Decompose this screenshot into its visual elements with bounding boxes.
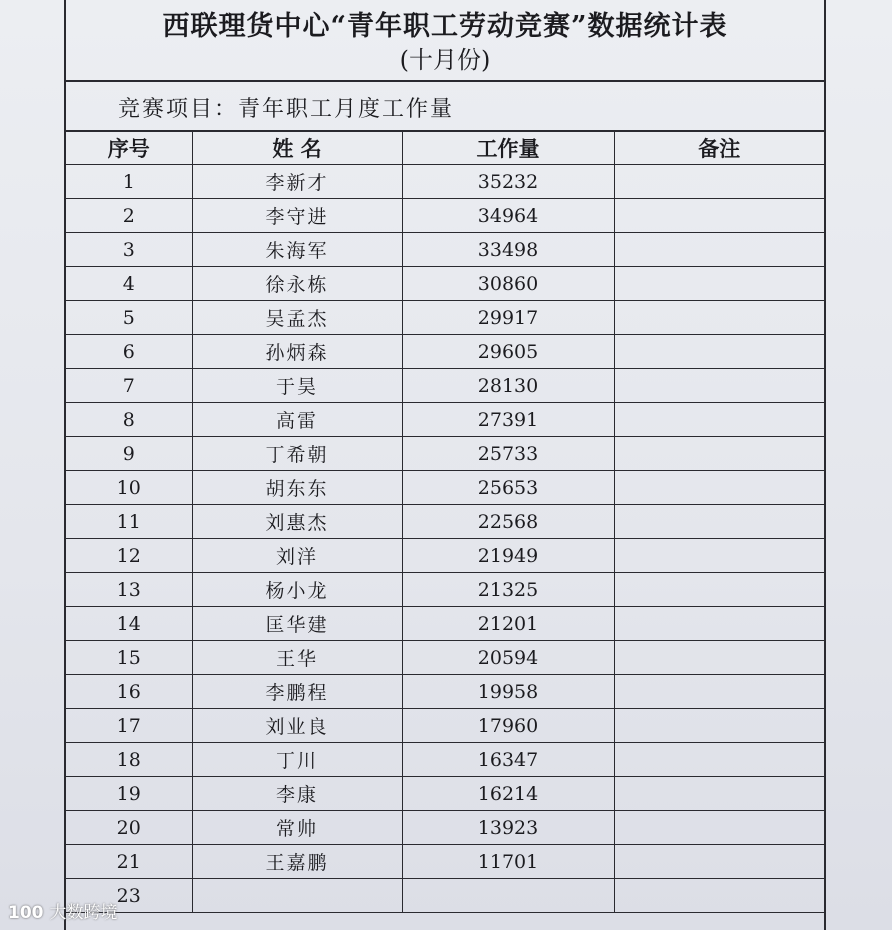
name-cell: 刘业良 xyxy=(192,709,402,743)
note-cell xyxy=(614,777,824,811)
table-row xyxy=(66,335,824,369)
document-title: 西联理货中心“青年职工劳动竞赛”数据统计表 xyxy=(162,11,728,42)
volume-cell: 21325 xyxy=(402,573,614,607)
row-number-cell: 2 xyxy=(66,199,192,233)
project-row xyxy=(66,80,824,132)
table-row xyxy=(66,709,824,743)
table-row xyxy=(66,811,824,845)
table-row xyxy=(66,607,824,641)
note-cell xyxy=(614,301,824,335)
table-row xyxy=(66,437,824,471)
name-cell: 李新才 xyxy=(192,165,402,199)
volume-cell: 16214 xyxy=(402,777,614,811)
note-cell xyxy=(614,675,824,709)
table-row xyxy=(66,777,824,811)
name-cell: 徐永栋 xyxy=(192,267,402,301)
row-number-cell: 11 xyxy=(66,505,192,539)
volume-cell: 35232 xyxy=(402,165,614,199)
row-number-cell: 8 xyxy=(66,403,192,437)
row-number-cell: 9 xyxy=(66,437,192,471)
table-body xyxy=(66,165,824,913)
row-number-cell: 12 xyxy=(66,539,192,573)
row-number-cell: 1 xyxy=(66,165,192,199)
volume-cell: 25653 xyxy=(402,471,614,505)
row-number-cell: 20 xyxy=(66,811,192,845)
table-row xyxy=(66,165,824,199)
name-cell: 杨小龙 xyxy=(192,573,402,607)
name-cell: 王嘉鹏 xyxy=(192,845,402,879)
note-cell xyxy=(614,539,824,573)
note-cell xyxy=(614,573,824,607)
note-cell xyxy=(614,403,824,437)
volume-cell: 34964 xyxy=(402,199,614,233)
name-cell: 李鹏程 xyxy=(192,675,402,709)
row-number-cell: 18 xyxy=(66,743,192,777)
note-cell xyxy=(614,199,824,233)
table-row xyxy=(66,675,824,709)
table-row xyxy=(66,403,824,437)
watermark-logo: 100 xyxy=(8,903,44,923)
row-number-cell: 17 xyxy=(66,709,192,743)
row-number-cell: 23 xyxy=(66,879,192,913)
row-number-cell: 4 xyxy=(66,267,192,301)
table-row xyxy=(66,539,824,573)
table-row xyxy=(66,369,824,403)
watermark xyxy=(8,898,118,923)
name-cell: 李守进 xyxy=(192,199,402,233)
table-row xyxy=(66,879,824,913)
volume-cell: 27391 xyxy=(402,403,614,437)
table-row xyxy=(66,471,824,505)
name-cell: 胡东东 xyxy=(192,471,402,505)
name-cell: 高雷 xyxy=(192,403,402,437)
note-cell xyxy=(614,369,824,403)
name-cell: 孙炳森 xyxy=(192,335,402,369)
volume-cell: 16347 xyxy=(402,743,614,777)
project-label: 竞赛项目：青年职工月度工作量 xyxy=(118,97,455,122)
header-number: 序号 xyxy=(66,132,192,165)
table-row xyxy=(66,573,824,607)
volume-cell: 13923 xyxy=(402,811,614,845)
volume-cell: 19958 xyxy=(402,675,614,709)
table-row xyxy=(66,505,824,539)
volume-cell: 20594 xyxy=(402,641,614,675)
volume-cell: 29605 xyxy=(402,335,614,369)
row-number-cell: 6 xyxy=(66,335,192,369)
volume-cell: 25733 xyxy=(402,437,614,471)
note-cell xyxy=(614,335,824,369)
row-number-cell: 13 xyxy=(66,573,192,607)
name-cell: 刘惠杰 xyxy=(192,505,402,539)
name-cell: 丁川 xyxy=(192,743,402,777)
note-cell xyxy=(614,879,824,913)
name-cell: 于昊 xyxy=(192,369,402,403)
table-row xyxy=(66,233,824,267)
note-cell xyxy=(614,165,824,199)
volume-cell: 22568 xyxy=(402,505,614,539)
table-header-row xyxy=(66,132,824,165)
name-cell: 常帅 xyxy=(192,811,402,845)
header-volume: 工作量 xyxy=(402,132,614,165)
name-cell: 吴孟杰 xyxy=(192,301,402,335)
volume-cell: 21949 xyxy=(402,539,614,573)
note-cell xyxy=(614,845,824,879)
statistics-sheet xyxy=(64,0,826,930)
name-cell: 匡华建 xyxy=(192,607,402,641)
row-number-cell: 15 xyxy=(66,641,192,675)
volume-cell: 28130 xyxy=(402,369,614,403)
note-cell xyxy=(614,233,824,267)
row-number-cell: 10 xyxy=(66,471,192,505)
name-cell: 王华 xyxy=(192,641,402,675)
volume-cell: 29917 xyxy=(402,301,614,335)
table-row xyxy=(66,845,824,879)
row-number-cell: 3 xyxy=(66,233,192,267)
watermark-text: 大数跨境 xyxy=(49,903,118,923)
volume-cell xyxy=(402,879,614,913)
name-cell: 刘洋 xyxy=(192,539,402,573)
row-number-cell: 21 xyxy=(66,845,192,879)
statistics-table xyxy=(66,132,824,913)
note-cell xyxy=(614,471,824,505)
row-number-cell: 19 xyxy=(66,777,192,811)
table-row xyxy=(66,199,824,233)
row-number-cell: 5 xyxy=(66,301,192,335)
table-row xyxy=(66,743,824,777)
note-cell xyxy=(614,437,824,471)
note-cell xyxy=(614,743,824,777)
document-subtitle: (十月份) xyxy=(399,46,491,74)
volume-cell: 30860 xyxy=(402,267,614,301)
header-name: 姓 名 xyxy=(192,132,402,165)
name-cell: 李康 xyxy=(192,777,402,811)
volume-cell: 21201 xyxy=(402,607,614,641)
table-row xyxy=(66,641,824,675)
volume-cell: 17960 xyxy=(402,709,614,743)
row-number-cell: 14 xyxy=(66,607,192,641)
note-cell xyxy=(614,267,824,301)
name-cell xyxy=(192,879,402,913)
note-cell xyxy=(614,505,824,539)
note-cell xyxy=(614,641,824,675)
volume-cell: 11701 xyxy=(402,845,614,879)
note-cell xyxy=(614,709,824,743)
volume-cell: 33498 xyxy=(402,233,614,267)
row-number-cell: 7 xyxy=(66,369,192,403)
header-note: 备注 xyxy=(614,132,824,165)
note-cell xyxy=(614,811,824,845)
row-number-cell: 16 xyxy=(66,675,192,709)
table-row xyxy=(66,267,824,301)
name-cell: 朱海军 xyxy=(192,233,402,267)
table-row xyxy=(66,301,824,335)
note-cell xyxy=(614,607,824,641)
title-block xyxy=(66,0,824,82)
name-cell: 丁希朝 xyxy=(192,437,402,471)
